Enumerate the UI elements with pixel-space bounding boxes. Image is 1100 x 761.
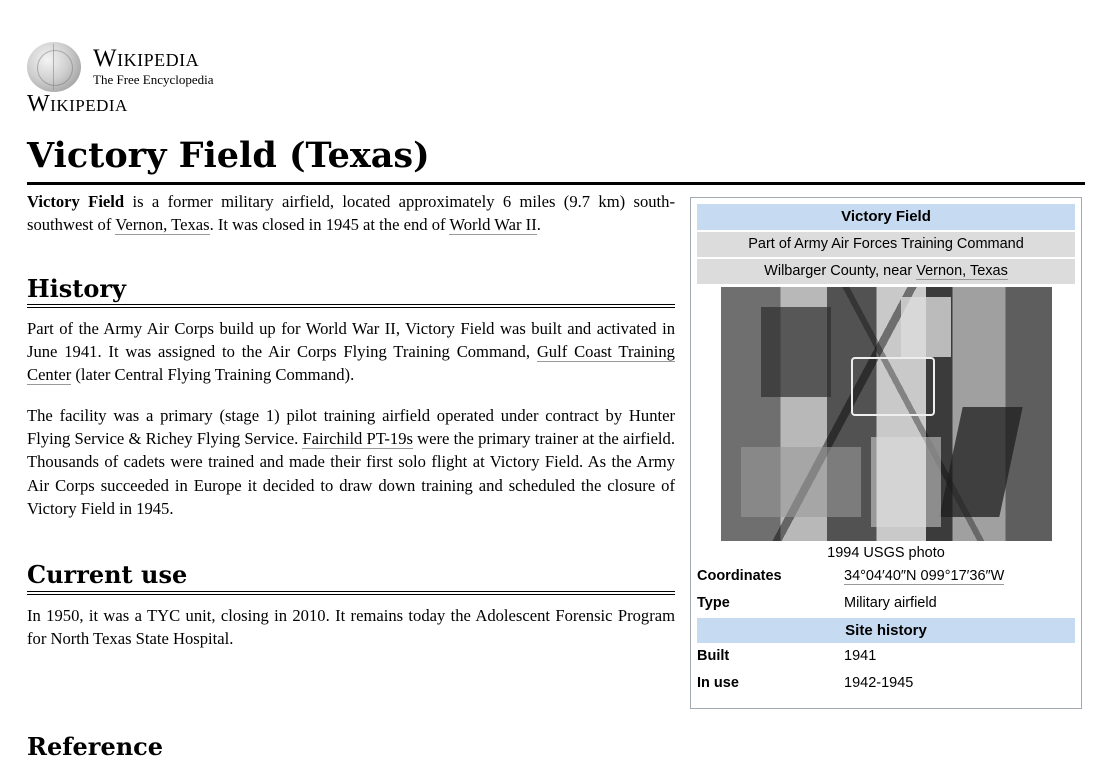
- infobox-link-vernon-texas[interactable]: Vernon, Texas: [916, 263, 1008, 279]
- infobox-value: 1942-1945: [844, 675, 914, 691]
- section-heading-cut-off: Reference: [27, 732, 164, 761]
- photo-field-patch: [741, 447, 861, 517]
- lead-text-2: . It was closed in 1945 at the end of: [209, 215, 450, 235]
- infobox-row-built: [697, 643, 1075, 670]
- infobox-value: Military airfield: [844, 595, 937, 611]
- infobox-value: 1941: [844, 648, 877, 664]
- photo-field-patch: [871, 437, 941, 527]
- site-header: [27, 40, 214, 92]
- infobox-row-coordinates: [697, 563, 1075, 590]
- link-gulf-coast-training-center[interactable]: Gulf Coast Training Center: [27, 342, 675, 385]
- history-p1-text-2: (later Central Flying Training Command).: [71, 365, 355, 385]
- title-divider: [27, 182, 1085, 185]
- photo-airfield-outline: [851, 357, 935, 416]
- infobox-location: [697, 259, 1075, 284]
- lead-text-1: is a former military airfield, located approximately 6 miles (9.7 km) south-southwest of: [27, 192, 675, 235]
- infobox-row-type: [697, 590, 1075, 617]
- infobox-location-prefix: Wilbarger County, near: [764, 263, 917, 279]
- lead-bold-term: Victory Field: [27, 192, 125, 211]
- infobox-row-in-use: [697, 670, 1075, 697]
- infobox-value: [844, 563, 1075, 590]
- site-wordmark: Wikipedia: [27, 91, 128, 117]
- section-heading-history: History: [27, 277, 675, 308]
- link-fairchild-pt-19[interactable]: Fairchild PT-19s: [302, 429, 413, 449]
- history-p1-text-1: Part of the Army Air Corps build up for World War II, Victory Field was built and activated in June 1941. It was assigned to the Air Corps Flying Training Command,: [27, 318, 675, 362]
- history-p2-text-1: The facility was a primary (stage 1) pilot training airfield operated under contract by Hunter Flying Service & Richey Flying Service.: [27, 405, 675, 449]
- infobox-aerial-photo[interactable]: [721, 287, 1052, 541]
- link-vernon-texas[interactable]: Vernon, Texas: [115, 215, 210, 235]
- history-p2-text-2: were the primary trainer at the airfield. Thousands of cadets were trained and made their first solo flight at Victory Field. As the Army Air Corps succeeded in Europe it decided to draw down training and scheduled the closure of Victory Field in 1945.: [27, 429, 675, 518]
- infobox-key: Built: [697, 648, 730, 664]
- infobox: [690, 197, 1082, 709]
- logo-wordmark: [93, 46, 214, 86]
- infobox-subtitle: Part of Army Air Forces Training Command: [697, 232, 1075, 257]
- logo[interactable]: [27, 40, 214, 92]
- infobox-image-caption: 1994 USGS photo: [827, 545, 945, 561]
- photo-field-patch: [939, 407, 1022, 517]
- logo-tagline: The Free Encyclopedia: [93, 72, 214, 87]
- infobox-key: Type: [697, 595, 730, 611]
- page-title: Victory Field (Texas): [27, 135, 430, 176]
- current-use-paragraph: In 1950, it was a TYC unit, closing in 2010. It remains today the Adolescent Forensic Program for North Texas State Hospital.: [27, 605, 675, 648]
- coordinates-link[interactable]: 34°04′40″N 099°17′36″W: [844, 568, 1005, 584]
- infobox-key: Coordinates: [697, 568, 782, 584]
- lead-paragraph: [27, 190, 675, 237]
- logo-name: Wikipedia: [93, 45, 200, 72]
- wikipedia-globe-icon: [27, 42, 81, 92]
- photo-field-patch: [901, 297, 951, 357]
- infobox-key: In use: [697, 675, 739, 691]
- lead-text-3: .: [536, 215, 541, 235]
- infobox-section-site-history: Site history: [697, 618, 1075, 643]
- infobox-title: Victory Field: [697, 204, 1075, 230]
- history-paragraph-2: [27, 404, 675, 520]
- article-body: [27, 190, 675, 650]
- photo-field-patch: [761, 307, 831, 397]
- section-heading-current-use: Current use: [27, 563, 675, 594]
- history-paragraph-1: [27, 317, 675, 387]
- link-world-war-ii[interactable]: World War II: [449, 215, 537, 235]
